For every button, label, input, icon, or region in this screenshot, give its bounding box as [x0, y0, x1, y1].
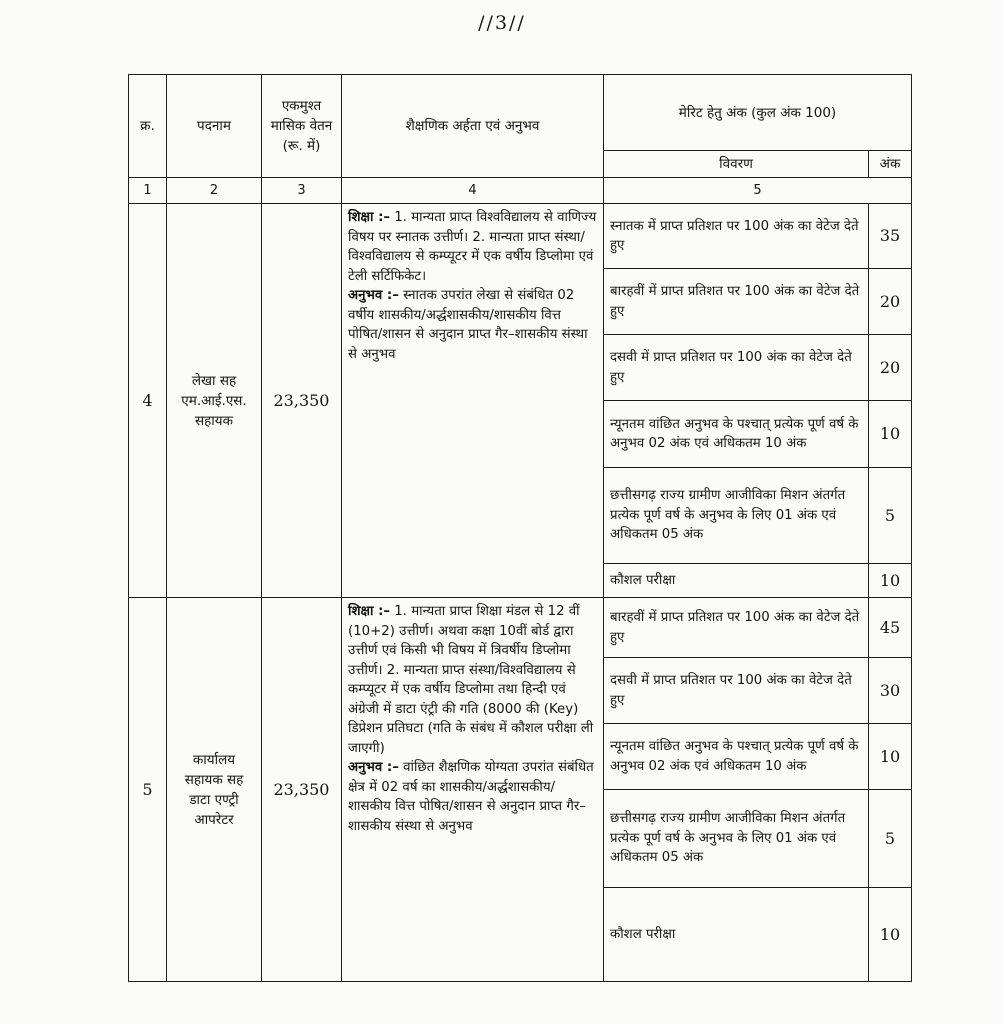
merit-marks: 20 [869, 335, 912, 401]
row-qualification [342, 204, 604, 598]
merit-table [128, 74, 912, 982]
merit-detail: दसवी में प्राप्त प्रतिशत पर 100 अंक का वेटेज देते हुए [604, 335, 869, 401]
merit-detail: छत्तीसगढ़ राज्य ग्रामीण आजीविका मिशन अंतर्गत प्रत्येक पूर्ण वर्ष के अनुभव के लिए 01 अंक एवं अधिकतम 05 अंक [604, 790, 869, 888]
row-salary: 23,350 [262, 598, 342, 982]
column-number-5: 5 [604, 178, 912, 204]
table-row [129, 204, 912, 269]
merit-detail: दसवी में प्राप्त प्रतिशत पर 100 अंक का वेटेज देते हुए [604, 658, 869, 724]
merit-detail: बारहवीं में प्राप्त प्रतिशत पर 100 अंक का वेटेज देते हुए [604, 269, 869, 335]
experience-text: अनुभव :– स्नातक उपरांत लेखा से संबंधित 02 वर्षीय शासकीय/अर्द्धशासकीय/शासकीय वित्त पोषित/शासन से अनुदान प्राप्त गैर–शासकीय संस्था से अनुभव [348, 288, 588, 362]
merit-marks: 10 [869, 888, 912, 982]
header-salary: एकमुश्त मासिक वेतन (रू. में) [262, 75, 342, 178]
header-sno: क्र. [129, 75, 167, 178]
table-row [129, 598, 912, 658]
column-number-4: 4 [342, 178, 604, 204]
row-sno: 5 [129, 598, 167, 982]
header-post: पदनाम [167, 75, 262, 178]
column-number-2: 2 [167, 178, 262, 204]
header-merit: मेरिट हेतु अंक (कुल अंक 100) [604, 75, 912, 151]
merit-marks: 20 [869, 269, 912, 335]
row-salary: 23,350 [262, 204, 342, 598]
merit-detail: स्नातक में प्राप्त प्रतिशत पर 100 अंक का वेटेज देते हुए [604, 204, 869, 269]
experience-text: अनुभव :– वांछित शैक्षणिक योग्यता उपरांत संबंधित क्षेत्र में 02 वर्ष का शासकीय/अर्द्धशासकीय/शासकीय वित्त पोषित/शासन से अनुदान प्राप्त गैर–शासकीय संस्था से अनुभव [348, 760, 594, 834]
merit-marks: 10 [869, 724, 912, 790]
merit-marks: 35 [869, 204, 912, 269]
header-marks: अंक [869, 151, 912, 178]
merit-marks: 5 [869, 468, 912, 564]
merit-detail: न्यूनतम वांछित अनुभव के पश्चात् प्रत्येक पूर्ण वर्ष के अनुभव 02 अंक एवं अधिकतम 10 अंक [604, 401, 869, 468]
merit-marks: 5 [869, 790, 912, 888]
merit-detail: बारहवीं में प्राप्त प्रतिशत पर 100 अंक का वेटेज देते हुए [604, 598, 869, 658]
row-post: लेखा सह एम.आई.एस. सहायक [167, 204, 262, 598]
merit-marks: 45 [869, 598, 912, 658]
education-text: शिक्षा :– 1. मान्यता प्राप्त शिक्षा मंडल से 12 वीं (10+2) उत्तीर्ण। अथवा कक्षा 10वीं बोर्ड द्वारा उत्तीर्ण एवं किसी भी विषय में त्रिवर्षीय डिप्लोमा उत्तीर्ण। 2. मान्यता प्राप्त संस्था/विश्वविद्यालय से कम्प्यूटर में एक वर्षीय डिप्लोमा तथा हिन्दी एवं अंग्रेजी में डाटा एंट्री की गति (8000 की (Key) डिप्रेशन प्रतिघटा (गति के संबंध में कौशल परीक्षा ली जाएगी) [348, 604, 594, 756]
row-sno: 4 [129, 204, 167, 598]
merit-detail: कौशल परीक्षा [604, 888, 869, 982]
merit-detail: छत्तीसगढ़ राज्य ग्रामीण आजीविका मिशन अंतर्गत प्रत्येक पूर्ण वर्ष के अनुभव के लिए 01 अंक एवं अधिकतम 05 अंक [604, 468, 869, 564]
merit-marks: 10 [869, 564, 912, 598]
row-post: कार्यालय सहायक सह डाटा एण्ट्री आपरेटर [167, 598, 262, 982]
merit-marks: 30 [869, 658, 912, 724]
row-qualification [342, 598, 604, 982]
column-number-1: 1 [129, 178, 167, 204]
header-qualification: शैक्षणिक अर्हता एवं अनुभव [342, 75, 604, 178]
education-text: शिक्षा :– 1. मान्यता प्राप्त विश्वविद्यालय से वाणिज्य विषय पर स्नातक उत्तीर्ण। 2. मान्यता प्राप्त संस्था/विश्वविद्यालय से कम्प्यूटर में एक वर्षीय डिप्लोमा एवं टेली सर्टिफिकेट। [348, 210, 597, 284]
merit-detail: कौशल परीक्षा [604, 564, 869, 598]
column-number-3: 3 [262, 178, 342, 204]
header-detail: विवरण [604, 151, 869, 178]
page-number: //3// [478, 12, 526, 34]
merit-marks: 10 [869, 401, 912, 468]
merit-detail: न्यूनतम वांछित अनुभव के पश्चात् प्रत्येक पूर्ण वर्ष के अनुभव 02 अंक एवं अधिकतम 10 अंक [604, 724, 869, 790]
